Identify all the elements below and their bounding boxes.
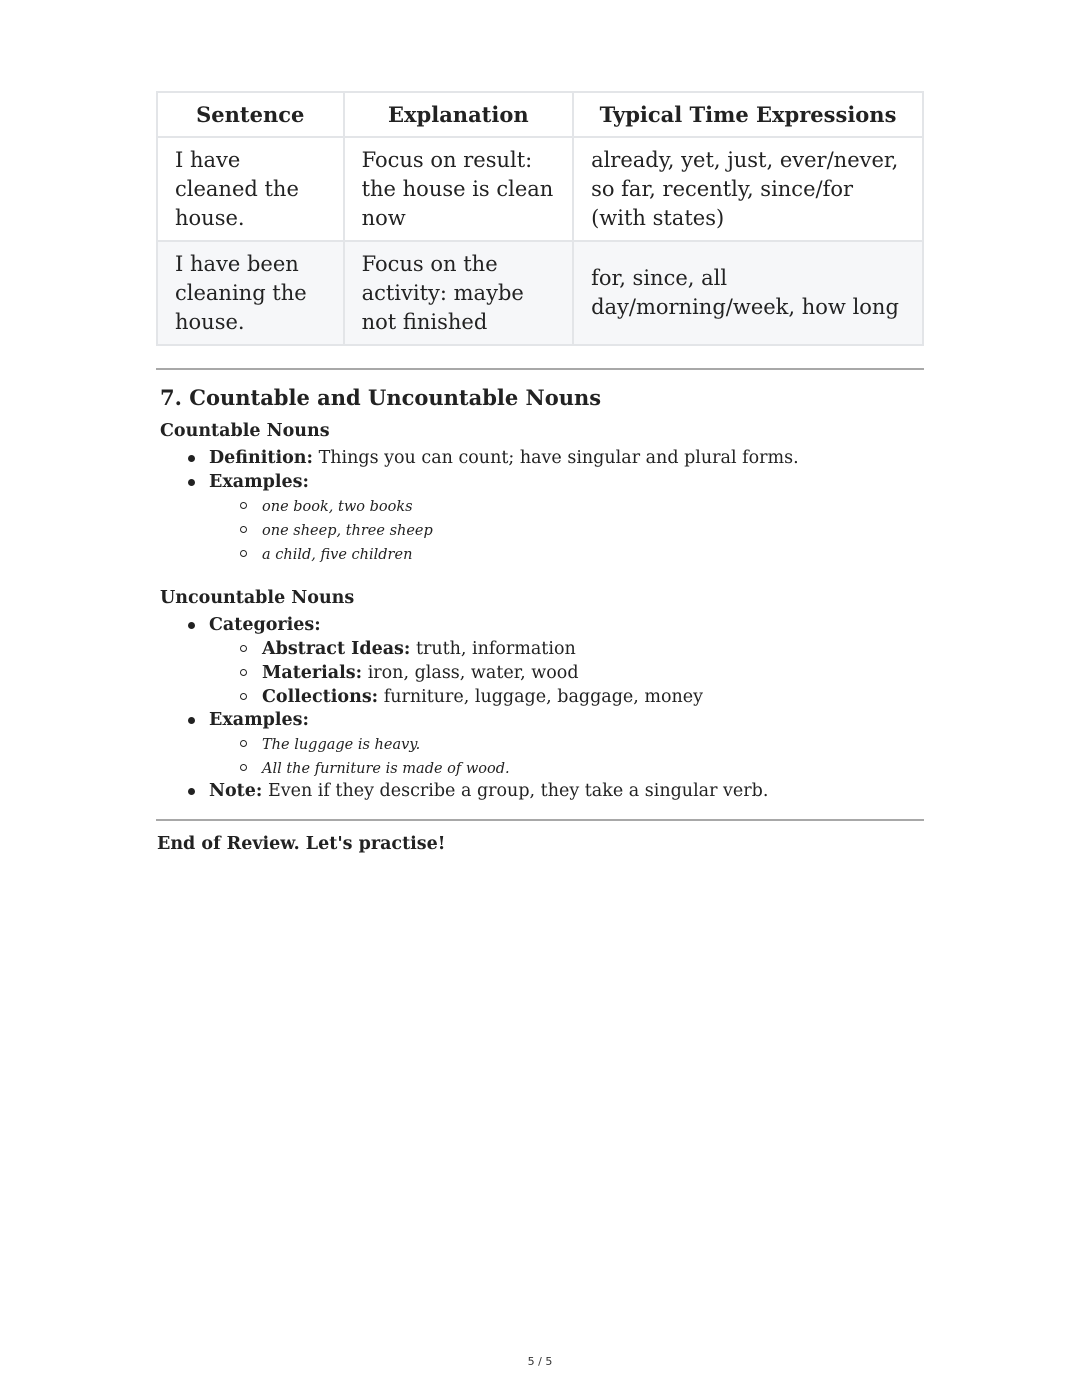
table-row xyxy=(157,241,923,345)
divider xyxy=(156,819,924,821)
category-text: truth, information xyxy=(415,639,576,659)
circle-bullet-icon xyxy=(240,693,247,700)
example-item: a child, five children xyxy=(262,547,413,563)
category-item xyxy=(262,661,579,685)
section-title: 7. Countable and Uncountable Nouns xyxy=(160,385,602,410)
table-cell: Focus on result: the house is clean now xyxy=(344,137,573,241)
divider xyxy=(156,368,924,370)
note-text: Even if they describe a group, they take a singular verb. xyxy=(267,781,769,801)
page-number: 5 / 5 xyxy=(527,1355,553,1368)
example-item: one book, two books xyxy=(262,499,413,515)
table-cell: Focus on the activity: maybe not finished xyxy=(344,241,573,345)
circle-bullet-icon xyxy=(240,550,247,557)
definition-label: Definition: xyxy=(209,448,313,468)
category-label: Materials: xyxy=(262,663,363,683)
circle-bullet-icon xyxy=(240,645,247,652)
table-header-cell: Sentence xyxy=(157,92,344,137)
category-text: furniture, luggage, baggage, money xyxy=(383,687,704,707)
table-header-row xyxy=(157,92,923,137)
tense-comparison-table xyxy=(156,91,924,346)
table-cell: I have cleaned the house. xyxy=(157,137,344,241)
table-cell: I have been cleaning the house. xyxy=(157,241,344,345)
table-row xyxy=(157,137,923,241)
circle-bullet-icon xyxy=(240,502,247,509)
table-cell: already, yet, just, ever/never, so far, recently, since/for (with states) xyxy=(573,137,923,241)
category-text: iron, glass, water, wood xyxy=(367,663,579,683)
category-label: Abstract Ideas: xyxy=(262,639,411,659)
table-header-cell: Typical Time Expressions xyxy=(573,92,923,137)
examples-label: Examples: xyxy=(209,710,309,730)
bullet-icon xyxy=(188,717,195,724)
examples-label: Examples: xyxy=(209,472,309,492)
circle-bullet-icon xyxy=(240,526,247,533)
definition-text: Things you can count; have singular and plural forms. xyxy=(318,448,799,468)
countable-heading: Countable Nouns xyxy=(160,421,330,441)
category-item xyxy=(262,685,703,709)
uncountable-heading: Uncountable Nouns xyxy=(160,588,355,608)
circle-bullet-icon xyxy=(240,669,247,676)
circle-bullet-icon xyxy=(240,764,247,771)
bullet-icon xyxy=(188,622,195,629)
example-item: All the furniture is made of wood. xyxy=(262,761,510,777)
categories-label: Categories: xyxy=(209,615,321,635)
note-label: Note: xyxy=(209,781,263,801)
definition-item xyxy=(209,446,799,470)
bullet-icon xyxy=(188,455,195,462)
category-label: Collections: xyxy=(262,687,379,707)
table-header-cell: Explanation xyxy=(344,92,573,137)
category-item xyxy=(262,637,576,661)
table-cell: for, since, all day/morning/week, how long xyxy=(573,241,923,345)
bullet-icon xyxy=(188,479,195,486)
circle-bullet-icon xyxy=(240,740,247,747)
example-item: one sheep, three sheep xyxy=(262,523,433,539)
example-item: The luggage is heavy. xyxy=(262,737,421,753)
closing-text: End of Review. Let's practise! xyxy=(157,834,446,854)
note-item xyxy=(209,779,768,803)
bullet-icon xyxy=(188,788,195,795)
